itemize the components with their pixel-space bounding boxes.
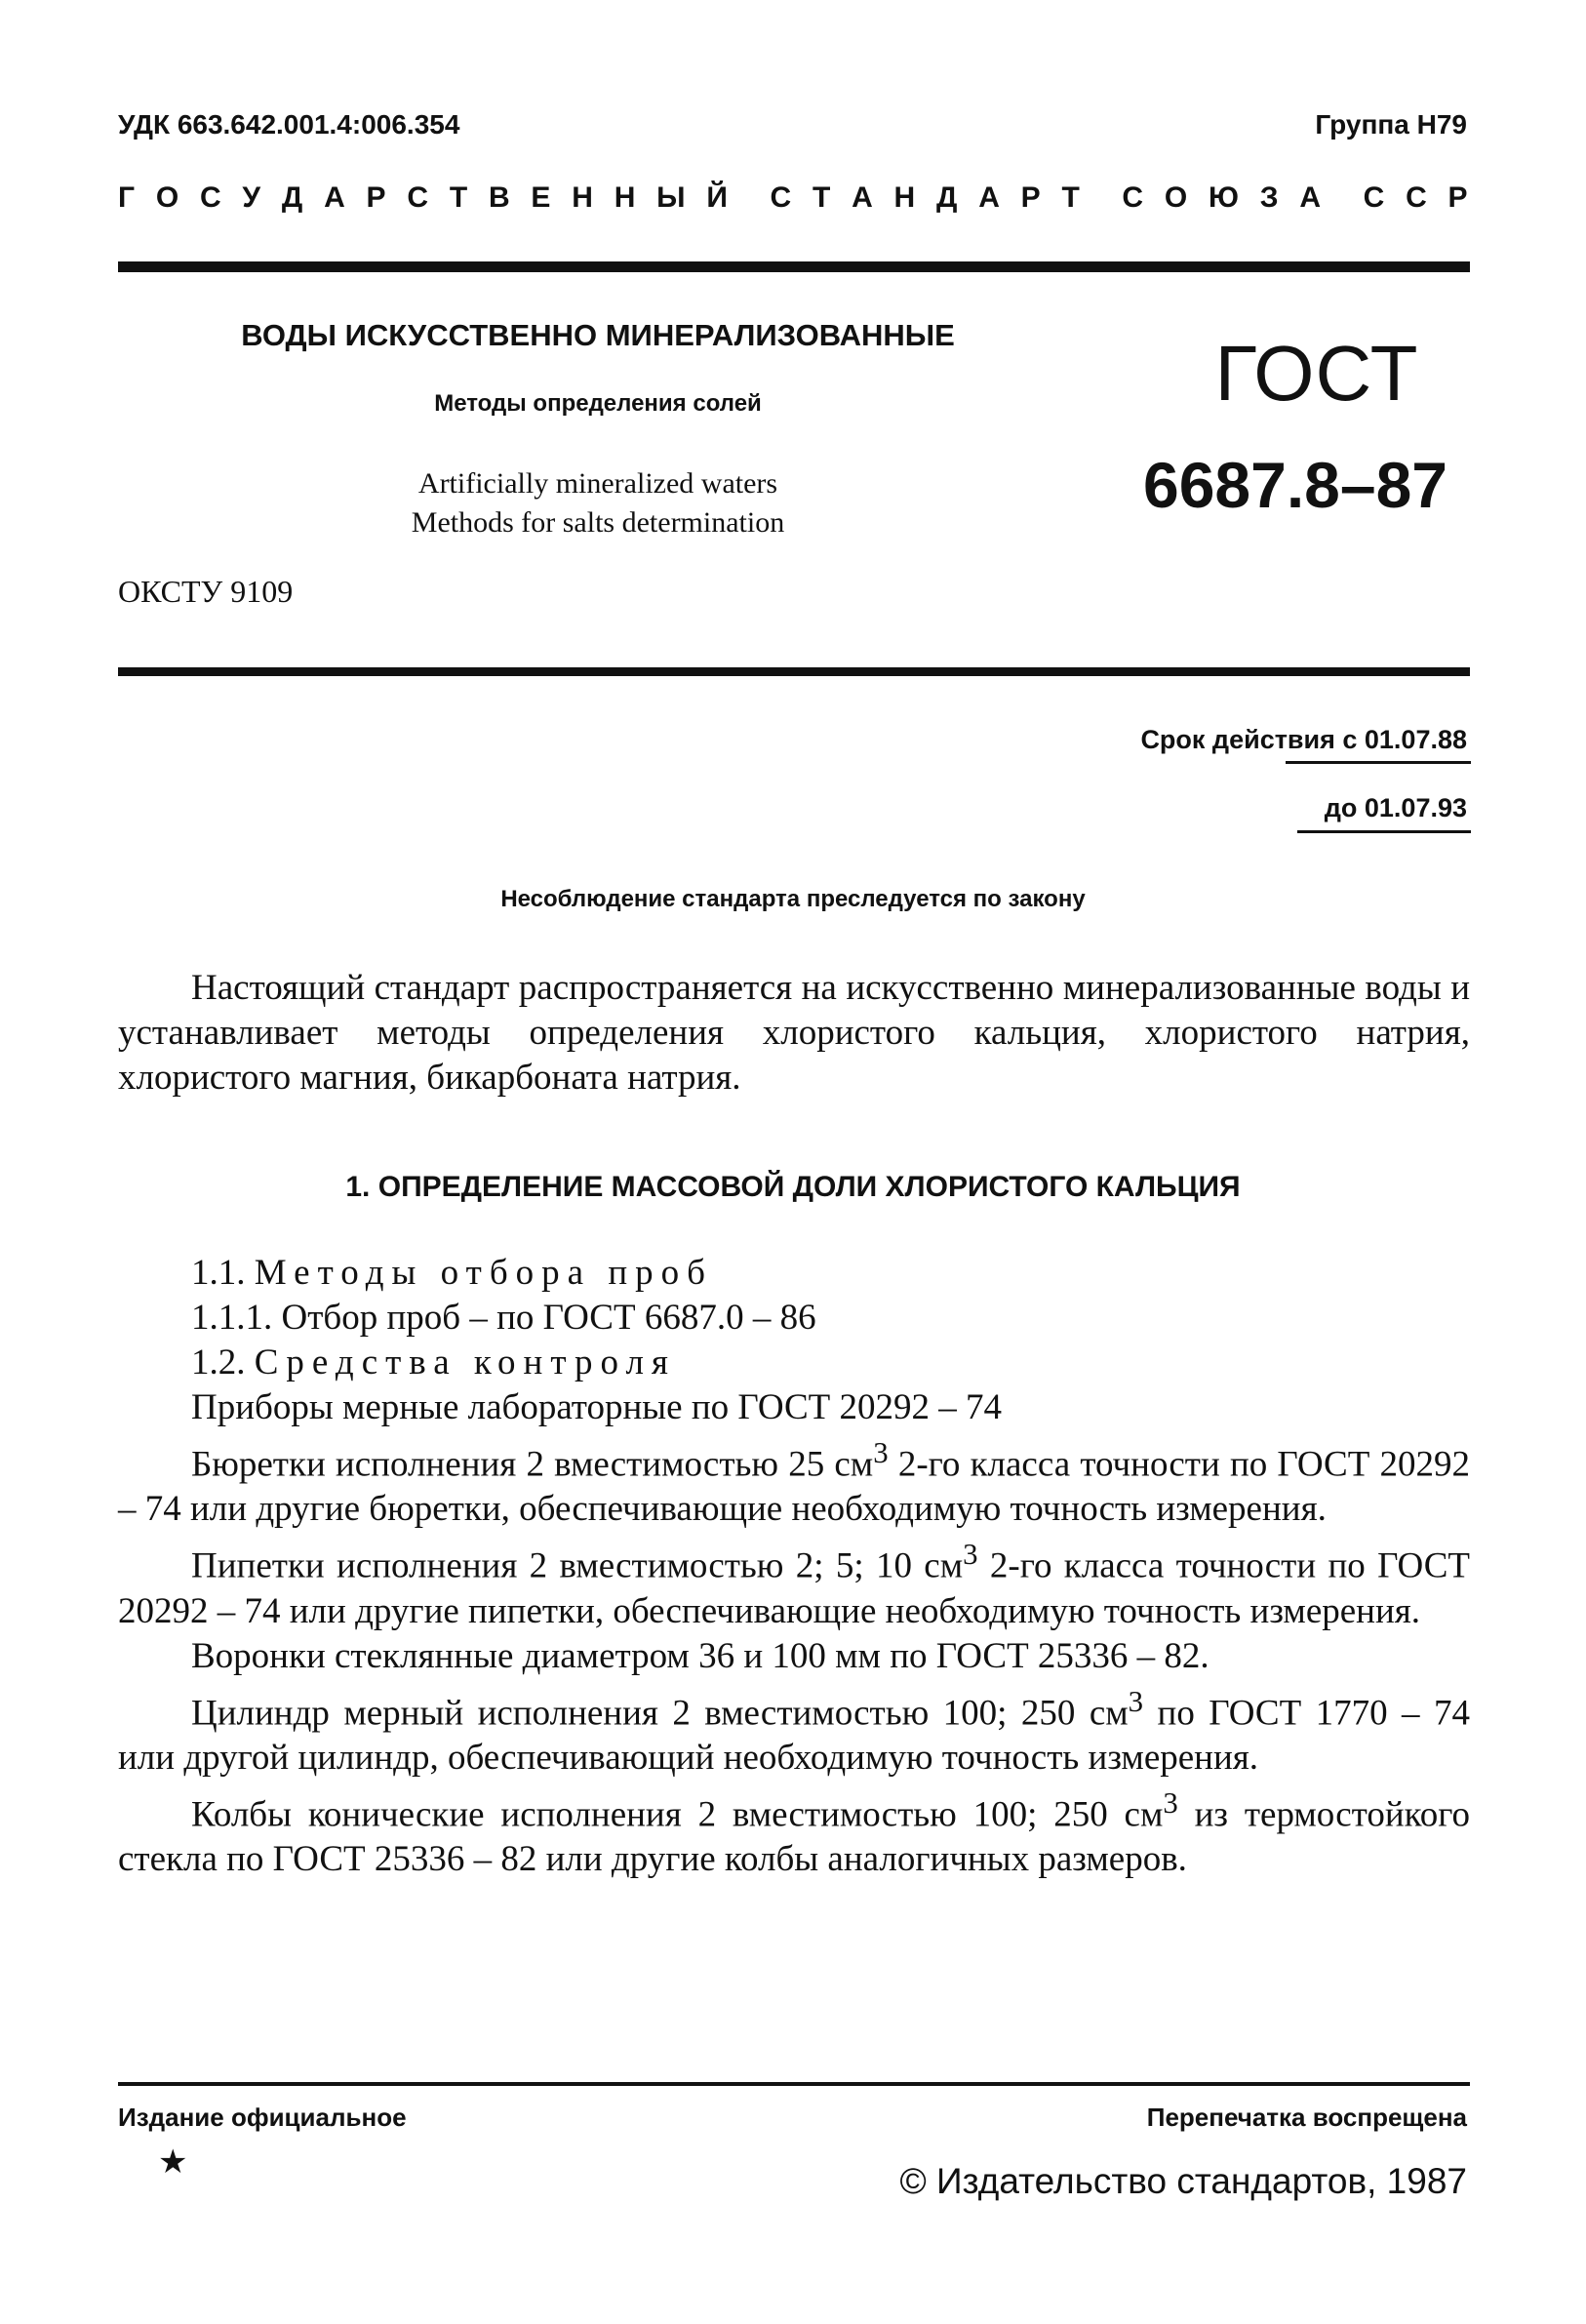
banner-letter: Г xyxy=(118,181,136,214)
cylinder-paragraph xyxy=(118,1679,1470,1781)
banner-letter: А xyxy=(978,181,1000,214)
banner-letter: Н xyxy=(572,181,593,214)
section-heading: 1. ОПРЕДЕЛЕНИЕ МАССОВОЙ ДОЛИ ХЛОРИСТОГО КАЛЬЦИЯ xyxy=(345,1171,1241,1203)
flasks-text: из термостойкого стекла по ГОСТ 25336 – 82 или другие колбы аналогичных размеров. xyxy=(118,1794,1470,1880)
superscript: 3 xyxy=(963,1538,978,1572)
instruments-paragraph: Приборы мерные лабораторные по ГОСТ 20292 – 74 xyxy=(191,1387,1003,1427)
burettes-paragraph xyxy=(118,1430,1470,1532)
banner-letter: С xyxy=(1406,181,1427,214)
banner-letter: А xyxy=(1299,181,1321,214)
banner-letter: Д xyxy=(936,181,958,214)
banner-letter: А xyxy=(324,181,345,214)
banner-letter: С xyxy=(407,181,429,214)
section-body xyxy=(118,1251,1470,1882)
clause-title: Методы отбора проб xyxy=(254,1253,713,1293)
cylinder-text: по ГОСТ 1770 – 74 или другой цилиндр, обеспечивающий необходимую точность измерения. xyxy=(118,1692,1470,1778)
banner-letter: С xyxy=(199,181,221,214)
document-subtitle: Методы определения солей xyxy=(434,390,762,417)
validity-to: до 01.07.93 xyxy=(1324,793,1467,822)
funnels-paragraph: Воронки стеклянные диаметром 36 и 100 мм по ГОСТ 25336 – 82. xyxy=(191,1635,1209,1676)
banner-letter: О xyxy=(155,181,179,214)
document-title: ВОДЫ ИСКУССТВЕННО МИНЕРАЛИЗОВАННЫЕ xyxy=(241,318,955,352)
english-title-line: Methods for salts determination xyxy=(411,506,785,539)
clause-1-1 xyxy=(118,1251,1470,1296)
penalty-notice: Несоблюдение стандарта преследуется по закону xyxy=(500,886,1086,912)
burettes-text: 2-го класса точности по ГОСТ 20292 – 74 или другие бюретки, обеспечивающие необходимую точность измерения. xyxy=(118,1444,1471,1530)
clause-number: 1.2. xyxy=(191,1342,246,1382)
validity-underline xyxy=(1297,830,1471,833)
banner-letter: Т xyxy=(449,181,468,214)
flasks-text: Колбы конические исполнения 2 вместимостью 100; 250 см xyxy=(191,1794,1164,1835)
superscript: 3 xyxy=(1128,1684,1144,1718)
gost-number: 6687.8–87 xyxy=(1143,449,1447,521)
clause-number: 1.1. xyxy=(191,1253,246,1293)
okstu-code: ОКСТУ 9109 xyxy=(118,574,294,609)
banner-letter: Й xyxy=(706,181,728,214)
middle-rule-divider xyxy=(118,667,1470,676)
banner-letter: Р xyxy=(366,181,386,214)
superscript: 3 xyxy=(1163,1785,1178,1820)
clause-1-2 xyxy=(118,1341,1470,1385)
banner-letter: Р xyxy=(1020,181,1041,214)
top-rule-divider xyxy=(118,261,1470,272)
copyright-notice: © Издательство стандартов, 1987 xyxy=(899,2161,1467,2201)
english-title xyxy=(0,464,1196,542)
footer-rule-divider xyxy=(118,2082,1470,2086)
validity-from: Срок действия с 01.07.88 xyxy=(1140,725,1467,754)
intro-paragraph xyxy=(118,966,1470,1101)
banner-letter: Т xyxy=(812,181,831,214)
burettes-text: Бюретки исполнения 2 вместимостью 25 см xyxy=(191,1444,874,1485)
banner-letter: Е xyxy=(531,181,551,214)
clause-1-1-1: 1.1.1. Отбор проб – по ГОСТ 6687.0 – 86 xyxy=(191,1298,816,1338)
banner-letter: Д xyxy=(281,181,303,214)
banner-letter: Н xyxy=(893,181,916,214)
banner-letter: О xyxy=(1164,181,1188,214)
intro-text: Настоящий стандарт распространяется на искусственно минерализованные воды и устанавливает методы определения хлористого кальция, хлористого натрия, хлористого магния, бикарбоната натрия. xyxy=(118,968,1470,1098)
pipettes-paragraph xyxy=(118,1532,1470,1633)
banner-letter: Ю xyxy=(1209,181,1239,214)
banner-letter: З xyxy=(1259,181,1279,214)
banner-letter: А xyxy=(852,181,873,214)
banner-letter: В xyxy=(488,181,510,214)
validity-underline xyxy=(1286,761,1471,764)
star-icon: ★ xyxy=(158,2144,188,2181)
pipettes-text: Пипетки исполнения 2 вместимостью 2; 5; 10 см xyxy=(191,1545,964,1586)
udk-code: УДК 663.642.001.4:006.354 xyxy=(118,109,460,140)
banner-letter: С xyxy=(1363,181,1385,214)
flasks-paragraph xyxy=(118,1781,1470,1882)
banner-letter: У xyxy=(242,181,261,214)
english-title-line: Artificially mineralized waters xyxy=(417,467,778,500)
pipettes-text: 2-го класса точности по ГОСТ 20292 – 74 или другие пипетки, обеспечивающие необходимую точность измерения. xyxy=(118,1545,1470,1631)
official-edition-note: Издание официальное xyxy=(118,2103,407,2132)
banner-letter: Н xyxy=(614,181,636,214)
clause-title: Средства контроля xyxy=(254,1342,676,1382)
banner-letter: Т xyxy=(1061,181,1080,214)
cylinder-text: Цилиндр мерный исполнения 2 вместимостью 100; 250 см xyxy=(191,1692,1129,1733)
banner-letter: Р xyxy=(1447,181,1468,214)
reprint-notice: Перепечатка воспрещена xyxy=(1146,2103,1467,2132)
banner-letter: С xyxy=(770,181,792,214)
group-code: Группа Н79 xyxy=(1315,109,1467,140)
banner-letter: С xyxy=(1122,181,1144,214)
gost-label: ГОСТ xyxy=(1214,330,1419,417)
superscript: 3 xyxy=(873,1436,889,1469)
banner-letter: Ы xyxy=(656,181,686,214)
state-standard-banner xyxy=(118,181,1468,215)
